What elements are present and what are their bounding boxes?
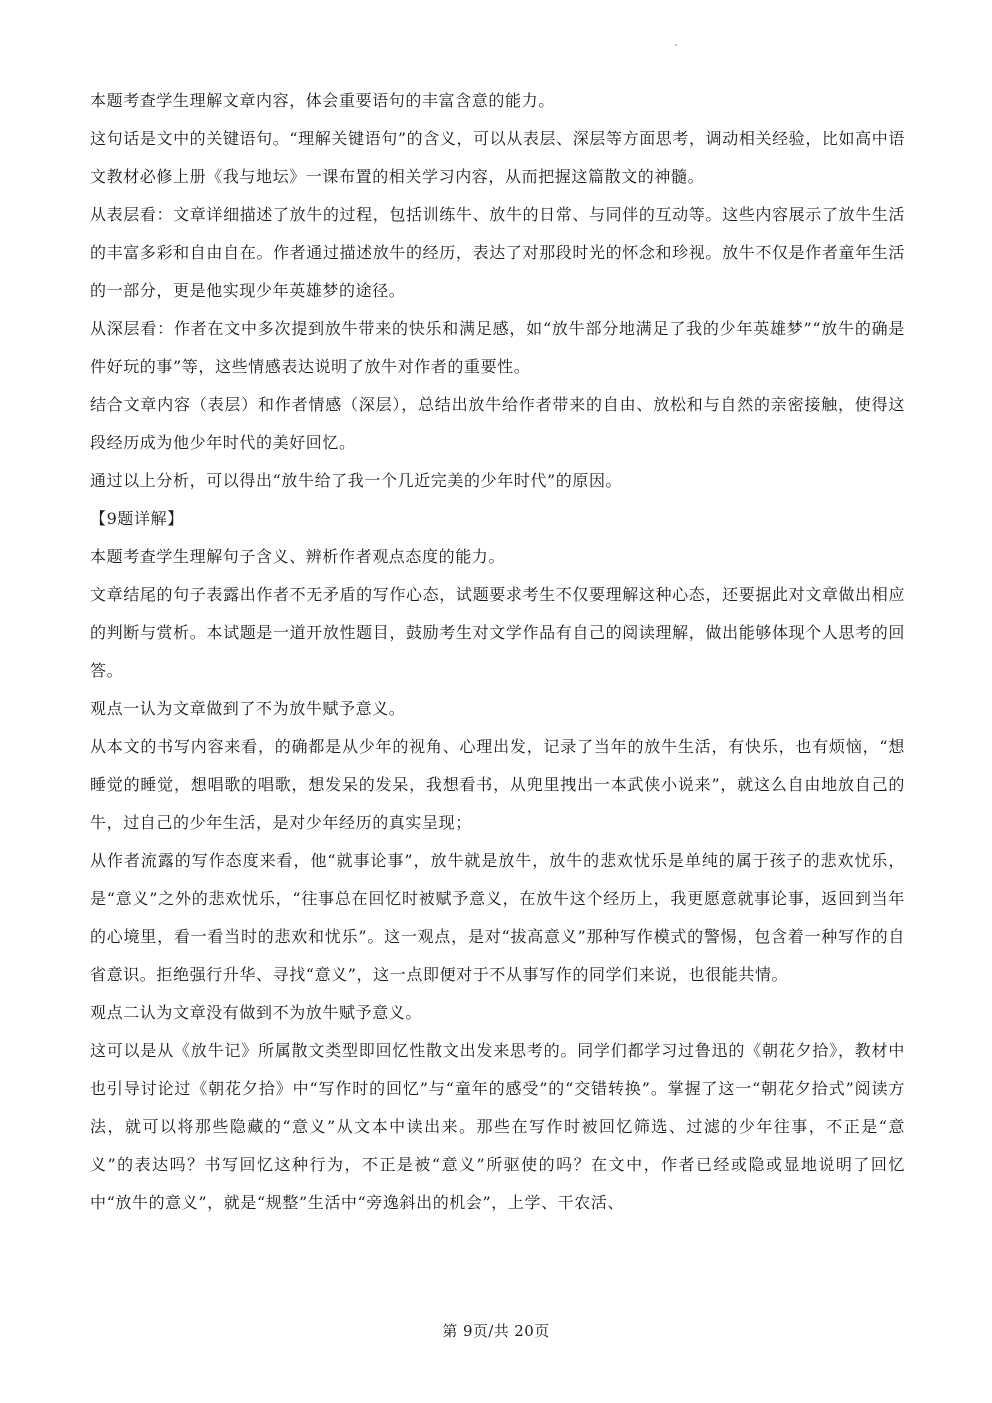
paragraph: 这可以是从《放牛记》所属散文类型即回忆性散文出发来思考的。同学们都学习过鲁迅的《朝花夕拾》，教材中也引导讨论过《朝花夕拾》中“写作时的回忆”与“童年的感受”的“交错转换”。掌握了这一“朝花夕拾式”阅读方法，就可以将那些隐藏的“意义”从文本中读出来。那些在写作时被回忆筛选、过滤的少年往事，不正是“意义”的表达吗？书写回忆这种行为，不正是被“意义”所驱使的吗？在文中，作者已经或隐或显地说明了回忆中“放牛的意义”，就是“规整”生活中“旁逸斜出的机会”，上学、干农活、	[90, 1041, 905, 1212]
paragraph: 通过以上分析，可以得出“放牛给了我一个几近完美的少年时代”的原因。	[90, 471, 623, 490]
paragraph: 这句话是文中的关键语句。“理解关键语句”的含义，可以从表层、深层等方面思考，调动相关经验，比如高中语文教材必修上册《我与地坛》一课布置的相关学习内容，从而把握这篇散文的神髓。	[90, 129, 905, 186]
paragraph: 观点二认为文章没有做到不为放牛赋予意义。	[90, 1003, 423, 1022]
page-number: 第 9页/共 20页	[442, 1322, 550, 1340]
paragraph: 从深层看：作者在文中多次提到放牛带来的快乐和满足感，如“放牛部分地满足了我的少年英雄梦”“放牛的确是件好玩的事”等，这些情感表达说明了放牛对作者的重要性。	[90, 319, 905, 376]
paragraph: 本题考查学生理解文章内容，体会重要语句的丰富含意的能力。	[90, 91, 555, 110]
section-heading: 【9题详解】	[90, 509, 184, 528]
paragraph: 从本文的书写内容来看，的确都是从少年的视角、心理出发，记录了当年的放牛生活，有快乐，也有烦恼，“想睡觉的睡觉，想唱歌的唱歌，想发呆的发呆，我想看书，从兜里拽出一本武侠小说来”，就这么自由地放自己的牛，过自己的少年生活，是对少年经历的真实呈现；	[90, 737, 905, 832]
document-body	[90, 82, 905, 1222]
paragraph: 结合文章内容（表层）和作者情感（深层），总结出放牛给作者带来的自由、放松和与自然的亲密接触，使得这段经历成为他少年时代的美好回忆。	[90, 395, 905, 452]
paragraph: 从表层看：文章详细描述了放牛的过程，包括训练牛、放牛的日常、与同伴的互动等。这些内容展示了放牛生活的丰富多彩和自由自在。作者通过描述放牛的经历，表达了对那段时光的怀念和珍视。放牛不仅是作者童年生活的一部分，更是他实现少年英雄梦的途径。	[90, 205, 905, 300]
paragraph: 文章结尾的句子表露出作者不无矛盾的写作心态，试题要求考生不仅要理解这种心态，还要据此对文章做出相应的判断与赏析。本试题是一道开放性题目，鼓励考生对文学作品有自己的阅读理解，做出能够体现个人思考的回答。	[90, 585, 905, 680]
paragraph: 本题考查学生理解句子含义、辨析作者观点态度的能力。	[90, 547, 506, 566]
paragraph: 观点一认为文章做到了不为放牛赋予意义。	[90, 699, 406, 718]
paragraph: 从作者流露的写作态度来看，他“就事论事”，放牛就是放牛，放牛的悲欢忧乐是单纯的属于孩子的悲欢忧乐，是“意义”之外的悲欢忧乐，“往事总在回忆时被赋予意义，在放牛这个经历上，我更愿意就事论事，返回到当年的心境里，看一看当时的悲欢和忧乐”。这一观点，是对“拔高意义”那种写作模式的警惕，包含着一种写作的自省意识。拒绝强行升华、寻找“意义”，这一点即便对于不从事写作的同学们来说，也很能共情。	[90, 851, 905, 984]
scan-mark	[675, 44, 677, 46]
